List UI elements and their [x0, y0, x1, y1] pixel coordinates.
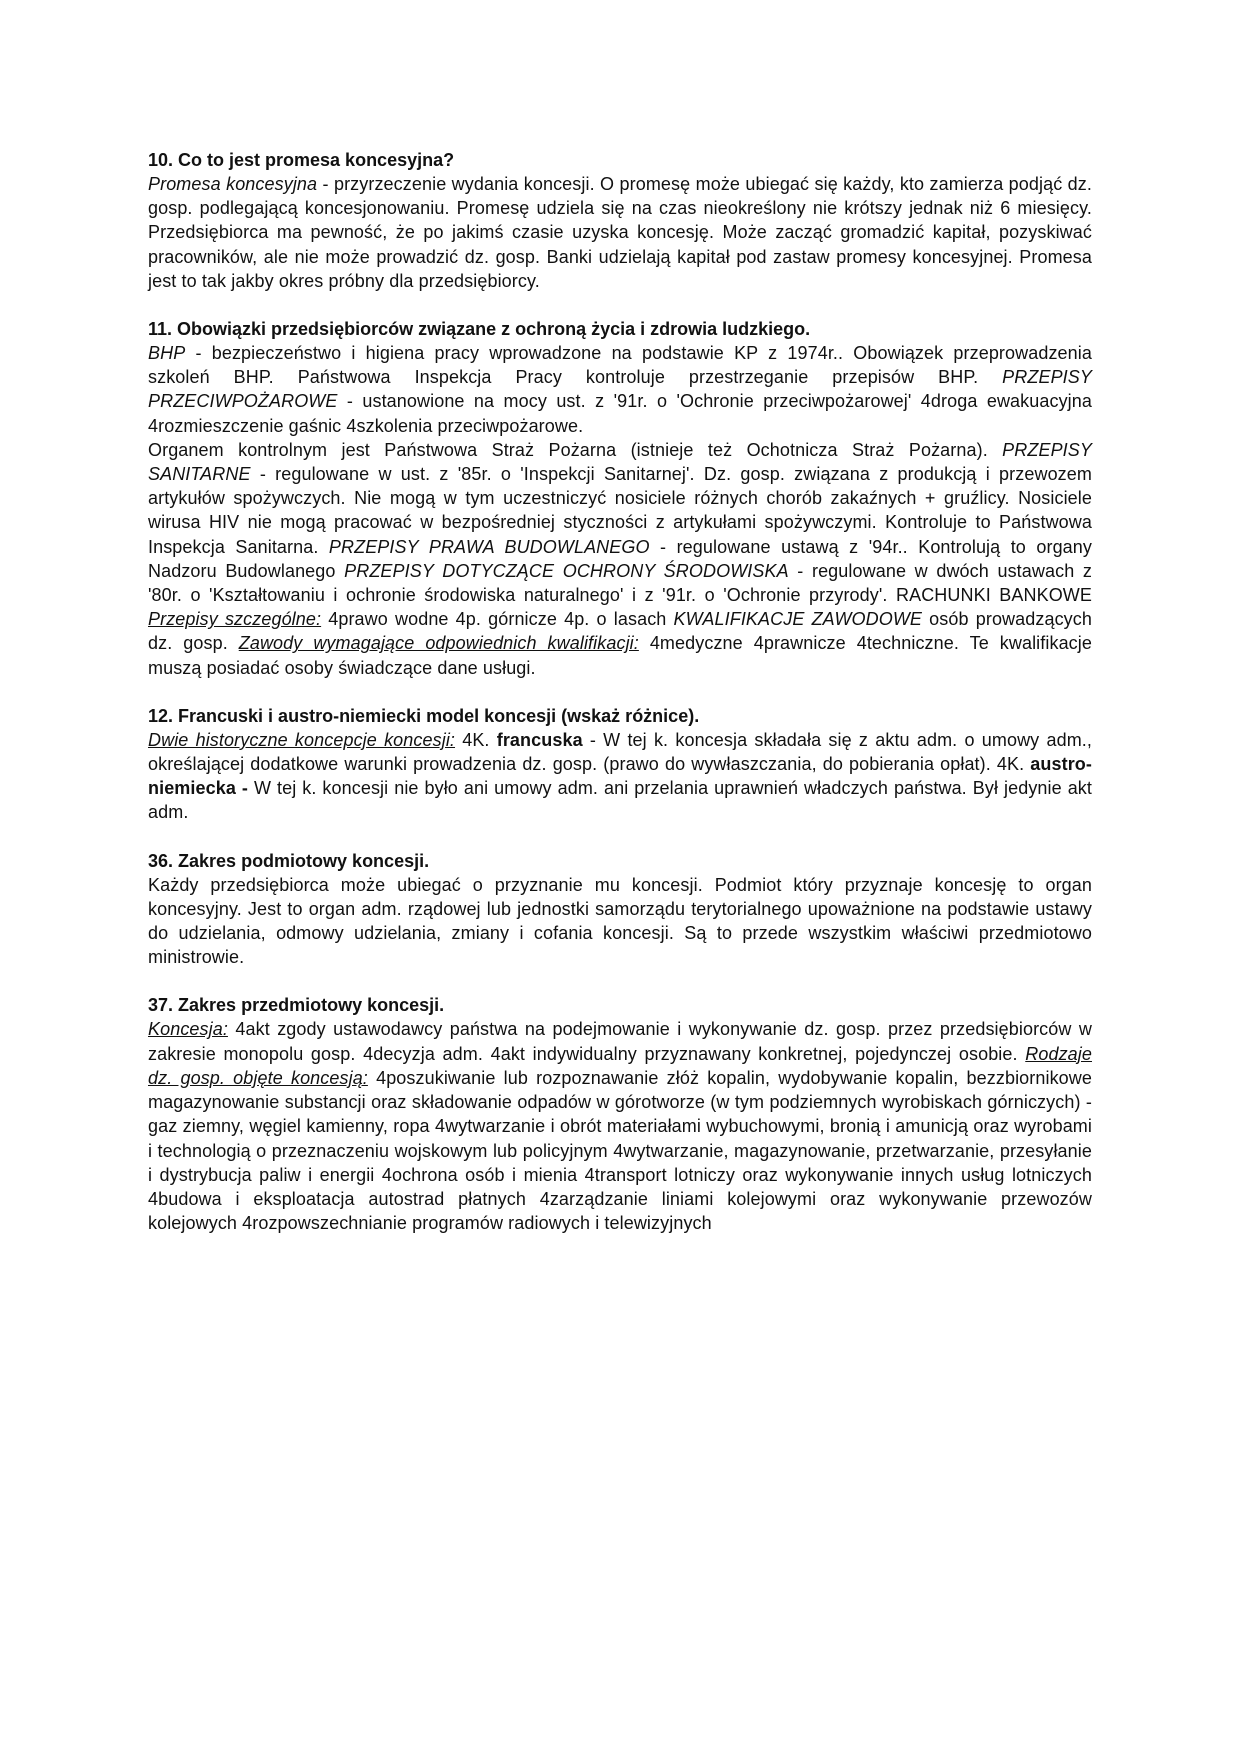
term: PRZEPISY PRAWA BUDOWLANEGO — [328, 536, 650, 557]
section-12 — [148, 704, 1092, 825]
text-run: - bezpieczeństwo i higiena pracy wprowadzone na podstawie KP z 1974r.. Obowiązek przeprowadzenia szkoleń BHP. Państwowa Inspekcja Pracy kontroluje przestrzeganie przepisów BHP. — [148, 343, 1092, 388]
section-36 — [148, 849, 1092, 970]
section-heading: 10. Co to jest promesa koncesyjna? — [148, 150, 455, 170]
text-run: osób prowadzących dz. gosp. — [148, 609, 1092, 654]
section-body — [148, 728, 1092, 825]
section-heading: 36. Zakres podmiotowy koncesji. — [148, 850, 430, 871]
text-run: Każdy przedsiębiorca może ubiegać o przyznanie mu koncesji. Podmiot który przyznaje koncesję to organ koncesyjny. Jest to organ adm. rządowej lub jednostki samorządu terytorialnego upoważnione na podstawie ustawy do udzielania, odmowy udzielania, zmiany i cofania koncesji. Są to przede wszystkim właściwi przedmiotowo ministrowie. — [148, 874, 1092, 968]
section-10 — [148, 148, 1092, 293]
term: PRZEPISY PRZECIWPOŻAROWE — [148, 367, 1092, 412]
text-run: 4poszukiwanie lub rozpoznawanie złóż kopalin, wydobywanie kopalin, bezzbiornikowe magazynowanie substancji oraz składowanie odpadów w górotworze (w tym podziemnych wyrobiskach górniczych) - gaz ziemny, węgiel kamienny, ropa 4wytwarzanie i obrót materiałami wybuchowymi, bronią i amunicją oraz wyrobami i technologią o przeznaczeniu wojskowym lub policyjnym 4wytwarzanie, magazynowanie, przetwarzanie, przesyłanie i dystrybucja paliw i energii 4ochrona osób i mienia 4transport lotniczy oraz wykonywanie innych usług lotniczych 4budowa i eksploatacja autostrad płatnych 4zarządzanie liniami kolejowymi oraz wykonywanie przewozów kolejowych 4rozpowszechnianie programów radiowych i telewizyjnych — [148, 1067, 1092, 1234]
text-run: - przyrzeczenie wydania koncesji. O promesę może ubiegać się każdy, kto zamierza podjąć dz. gosp. podlegającą koncesjonowaniu. Promesę udziela się na czas nieokreślony nie krótszy jednak niż 6 miesięcy. Przedsiębiorca ma pewność, że po jakimś czasie uzyska koncesję. Może zacząć gromadzić kapitał, pozyskiwać pracowników, ale nie może prowadzić dz. gosp. Banki udzielają kapitał pod zastaw promesy koncesyjnej. Promesa jest to tak jakby okres próbny dla przedsiębiorcy. — [148, 174, 1092, 291]
section-37 — [148, 993, 1092, 1235]
bold-term: austro-niemiecka - — [148, 754, 1092, 799]
underlined-term: Rodzaje dz. gosp. objęte koncesją: — [148, 1043, 1092, 1088]
term: PRZEPISY SANITARNE — [148, 439, 1092, 485]
document-page — [148, 148, 1092, 1259]
term: BHP — [148, 343, 186, 364]
text-run: - W tej k. koncesja składała się z aktu adm. o umowy adm., określającej dodatkowe warunki prowadzenia dz. gosp. (prawo do wywłaszczania, do pobierania opłat). 4K. — [148, 729, 1092, 775]
section-body — [148, 341, 1092, 438]
text-run: - regulowane ustawą z '94r.. Kontrolują to organy Nadzoru Budowlanego — [148, 536, 1092, 581]
underlined-term: Zawody wymagające odpowiednich kwalifikacji: — [238, 633, 639, 654]
term: PRZEPISY DOTYCZĄCE OCHRONY ŚRODOWISKA — [344, 560, 789, 581]
term: Promesa koncesyjna — [148, 174, 318, 194]
section-11 — [148, 317, 1092, 680]
text-run: - regulowane w dwóch ustawach z '80r. o 'Kształtowaniu i ochronie środowiska naturalnego' i z '91r. o 'Ochronie przyrody'. — [148, 560, 1092, 606]
section-heading: 37. Zakres przedmiotowy koncesji. — [148, 995, 445, 1016]
underlined-term: Dwie historyczne koncepcje koncesji: — [148, 729, 456, 750]
section-body — [148, 438, 1092, 680]
term: KWALIFIKACJE ZAWODOWE — [673, 609, 923, 630]
section-body — [148, 1017, 1092, 1235]
section-heading: 12. Francuski i austro-niemiecki model koncesji (wskaż różnice). — [148, 705, 700, 726]
section-body — [148, 873, 1092, 970]
text-run: 4medyczne 4prawnicze 4techniczne. Te kwalifikacje muszą posiadać osoby świadczące dane usługi. — [148, 633, 1092, 678]
text-run: 4akt zgody ustawodawcy państwa na podejmowanie i wykonywanie dz. gosp. przez przedsiębiorców w zakresie monopolu gosp. 4decyzja adm. 4akt indywidualny przyznawany konkretnej, pojedynczej osobie. — [148, 1019, 1092, 1064]
text-run: 4prawo wodne 4p. górnicze 4p. o lasach — [321, 609, 674, 630]
text-run: - regulowane w ust. z '85r. o 'Inspekcji Sanitarnej'. Dz. gosp. związana z produkcją i przewozem artykułów spożywczych. Nie mogą w tym uczestniczyć nosiciele różnych chorób zakaźnych + gruźlicy. Nosiciele wirusa HIV nie mogą pracować w bezpośredniej styczności z artykułami spożywczymi. Kontroluje to Państwowa Inspekcja Sanitarna. — [148, 464, 1092, 557]
text-run: 4K. — [455, 729, 497, 750]
text-run: - ustanowione na mocy ust. z '91r. o 'Ochronie przeciwpożarowej' 4droga ewakuacyjna 4rozmieszczenie gaśnic 4szkolenia przeciwpożarowe. — [148, 391, 1092, 436]
underlined-term: Koncesja: — [148, 1019, 228, 1040]
section-body — [148, 172, 1092, 293]
bold-term: francuska — [496, 729, 583, 750]
text-run: RACHUNKI BANKOWE — [896, 585, 1092, 606]
text-run: Organem kontrolnym jest Państwowa Straż Pożarna (istnieje też Ochotnicza Straż Pożarna). — [148, 439, 1003, 460]
text-run: W tej k. koncesji nie było ani umowy adm. ani przelania uprawnień władczych państwa. Był jedynie akt adm. — [148, 778, 1093, 823]
section-heading: 11. Obowiązki przedsiębiorców związane z ochroną życia i zdrowia ludzkiego. — [148, 319, 811, 340]
underlined-term: Przepisy szczególne: — [148, 609, 322, 630]
